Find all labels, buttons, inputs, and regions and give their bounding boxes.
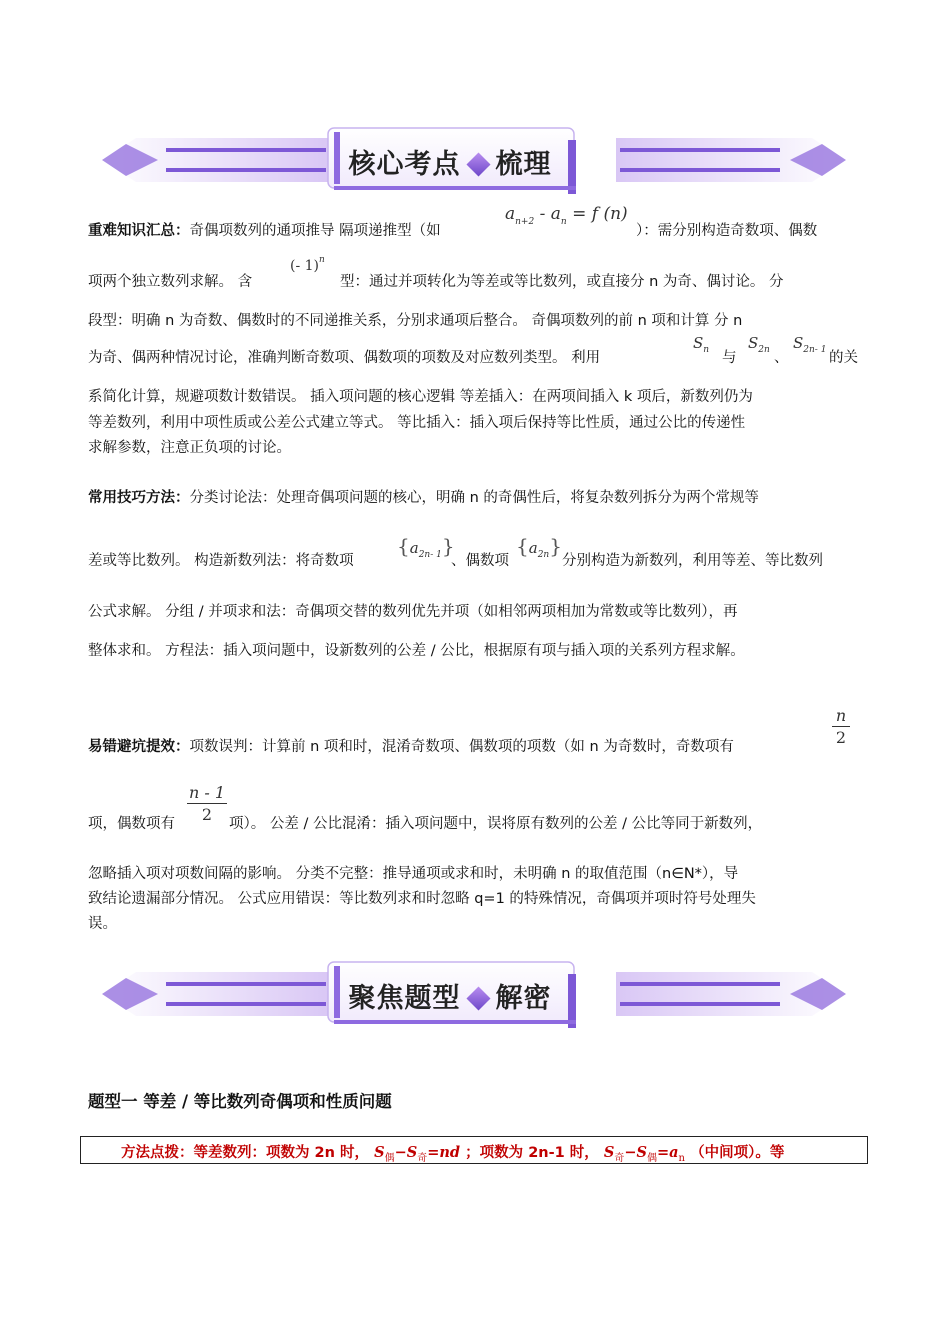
even-seq-symbol: $\{a_{2n}\}$ (516, 534, 562, 560)
mistakes-line-3: 忽略插入项对项数间隔的影响。 分类不完整：推导通项或求和时，未明确 n 的取值范围（n∈N*），导 (88, 866, 739, 882)
mistakes-line-4: 致结论遗漏部分情况。 公式应用错误：等比数列求和时忽略 q=1 的特殊情况，奇偶项并项时符号处理失 (88, 891, 756, 907)
banner-title-part1: 聚焦题型 (348, 983, 461, 1014)
frac-num: n - 1 (188, 783, 226, 802)
method-formula-2: $S_奇-S_偶=a_n$ (603, 1144, 685, 1164)
mistakes-line-2b: 项）。 公差 / 公比混淆：插入项问题中，误将原有数列的公差 / 公比等同于新数列， (229, 816, 763, 832)
summary-line-5: 系简化计算，规避项数计数错误。 插入项问题的核心逻辑 等差插入：在两项间插入 k 项后，新数列仍为 (88, 389, 753, 405)
s2n-symbol (748, 333, 770, 355)
s2n1-sub: 2n- 1 (803, 345, 827, 355)
banner-title (72, 976, 828, 1015)
formula-sub: n (560, 217, 567, 227)
neg-one-base: (- 1) (290, 258, 320, 274)
techniques-label: 常用技巧方法： (88, 490, 190, 506)
s2n1-symbol (793, 333, 827, 355)
method-part-3: （中间项）。等 (690, 1145, 785, 1161)
summary-line-7: 求解参数，注意正负项的讨论。 (88, 440, 291, 456)
banner-title-part2: 梳理 (495, 149, 552, 180)
odd-seq-a: a (409, 539, 419, 557)
mistakes-text: 项数误判：计算前 n 项和时，混淆奇数项、偶数项的项数（如 n 为奇数时，奇数项有 (189, 739, 734, 755)
summary-text: 奇偶项数列的通项推导 隔项递推型（如 (189, 223, 441, 239)
fraction-n-1-over-2 (187, 783, 227, 826)
mistakes-label: 易错避坑提效： (88, 739, 190, 755)
frac-den: 2 (201, 805, 213, 824)
method-tip-box (80, 1136, 868, 1164)
even-seq-a: a (528, 539, 538, 557)
techniques-line-2b: 、偶数项 (451, 553, 509, 569)
comma-text: 、 (774, 350, 789, 366)
techniques-line-2a: 差或等比数列。 构造新数列法：将奇数项 (88, 553, 354, 569)
banner-title-part2: 解密 (495, 983, 552, 1014)
banner-title (72, 142, 828, 181)
techniques-line-2c: 分别构造为新数列，利用等差、等比数列 (562, 553, 823, 569)
method-part-1: 方法点拨：等差数列：项数为 2n 时， (121, 1145, 370, 1161)
summary-line-6: 等差数列，利用中项性质或公差公式建立等式。 等比插入：插入项后保持等比性质，通过公比的传递性 (88, 415, 746, 431)
neg-one-exp: n (319, 255, 325, 265)
odd-seq-sub: 2n- 1 (418, 550, 442, 560)
summary-line-2b: 型：通过并项转化为等差或等比数列，或直接分 n 为奇、偶讨论。 分 (340, 274, 784, 290)
summary-line-1 (88, 219, 441, 240)
formula-a: a (505, 204, 516, 224)
even-seq-sub: 2n (537, 550, 550, 560)
banner-focus-types (96, 958, 852, 1030)
mistakes-line-1 (88, 735, 734, 756)
type-one-title: 题型一 等差 / 等比数列奇偶项和性质问题 (88, 1092, 392, 1111)
summary-label: 重难知识汇总： (88, 223, 190, 239)
formula-rhs: = f (n) (572, 204, 628, 224)
method-tip-text (121, 1141, 784, 1164)
techniques-line-4: 整体求和。 方程法：插入项问题中，设新数列的公差 / 公比，根据原有项与插入项的关系列方程求解。 (88, 643, 745, 659)
summary-line-3: 段型：明确 n 为奇数、偶数时的不同递推关系，分别求通项后整合。 奇偶项数列的前 n 项和计算 分 n (88, 313, 743, 329)
summary-line-4b: 的关 (829, 350, 858, 366)
summary-line-4a: 为奇、偶两种情况讨论，准确判断奇数项、偶数项的项数及对应数列类型。 利用 (88, 350, 601, 366)
sn-symbol (693, 333, 710, 355)
fraction-n-over-2 (832, 706, 850, 749)
s2n-s: S (748, 334, 759, 352)
formula-a: a (550, 204, 561, 224)
banner-title-part1: 核心考点 (348, 149, 461, 180)
diamond-icon (466, 986, 490, 1010)
techniques-text: 分类讨论法：处理奇偶项问题的核心，明确 n 的奇偶性后，将复杂数列拆分为两个常规等 (189, 490, 759, 506)
recurrence-formula (505, 204, 628, 227)
mistakes-line-5: 误。 (88, 916, 117, 932)
sn-sub: n (703, 345, 710, 355)
techniques-line-1 (88, 486, 759, 507)
diamond-icon (466, 152, 490, 176)
method-part-2: ；项数为 2n-1 时， (465, 1145, 599, 1161)
method-formula-1: $S_偶-S_奇=nd$ (374, 1144, 461, 1164)
sn-s: S (693, 334, 704, 352)
formula-minus: - (539, 204, 546, 224)
with-text: 与 (722, 350, 737, 366)
s2n1-s: S (793, 334, 804, 352)
formula-sub: n+2 (515, 217, 535, 227)
frac-den: 2 (835, 728, 847, 747)
summary-line-2a: 项两个独立数列求解。 含 (88, 274, 253, 290)
summary-line-1b: ）：需分别构造奇数项、偶数 (636, 223, 818, 239)
odd-seq-symbol: $\{a_{2n- 1}\}$ (397, 534, 455, 560)
neg-one-power (290, 255, 325, 274)
frac-num: n (835, 706, 847, 725)
techniques-line-3: 公式求解。 分组 / 并项求和法：奇偶项交替的数列优先并项（如相邻两项相加为常数或等比数列），再 (88, 604, 738, 620)
s2n-sub: 2n (758, 345, 770, 355)
mistakes-line-2a: 项，偶数项有 (88, 816, 175, 832)
banner-core-points (96, 124, 852, 196)
